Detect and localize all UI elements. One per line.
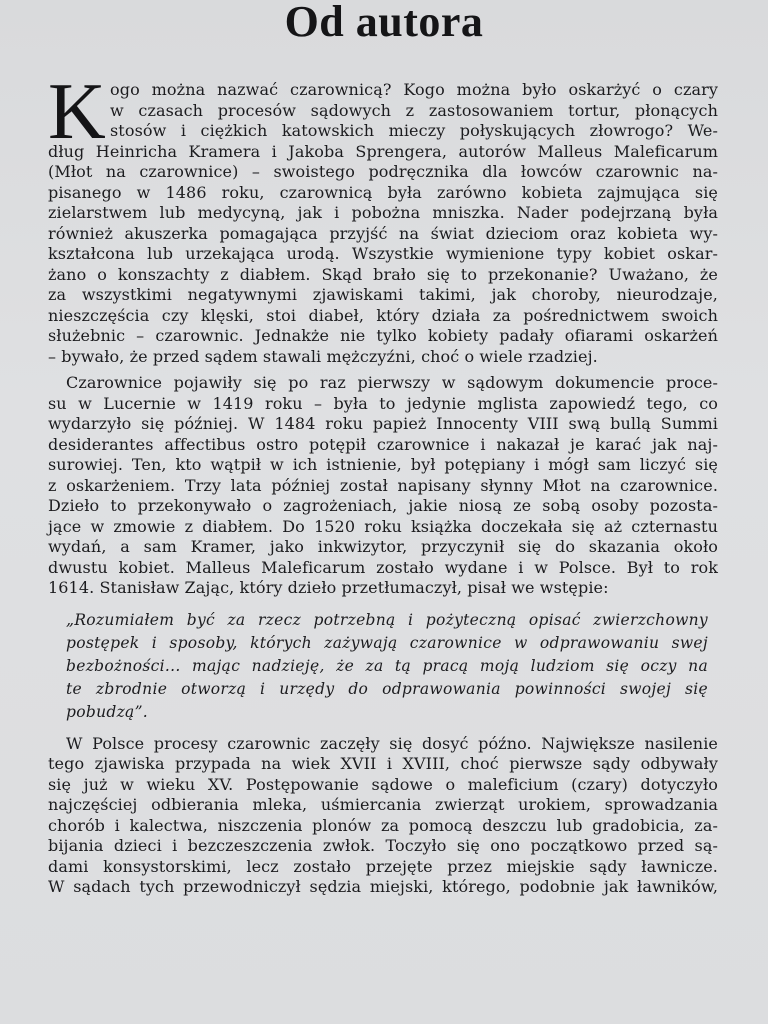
text-line: su w Lucernie w 1419 roku – była to jedynie mglista zapowiedź tego, co bbox=[48, 393, 718, 413]
text-line: z oskarżeniem. Trzy lata później został napisany słynny Młot na czarownice. bbox=[48, 475, 718, 495]
text-line: W Polsce procesy czarownic zaczęły się dosyć późno. Największe nasilenie bbox=[66, 733, 718, 753]
body-text bbox=[48, 68, 718, 898]
text-line: – bywało, że przed sądem stawali mężczyźni, choć o wiele rzadziej. bbox=[48, 346, 598, 366]
text-line: Dzieło to przekonywało o zagrożeniach, jakie niosą ze sobą osoby pozosta- bbox=[48, 496, 718, 515]
text-line: się już w wieku XV. Postępowanie sądowe o maleficium (czary) dotyczyło bbox=[48, 774, 718, 794]
page-title: Od autora bbox=[284, 0, 484, 46]
text-line: żano o konszachty z diabłem. Skąd brało się to przekonanie? Uważano, że bbox=[48, 264, 718, 284]
text-line: dwustu kobiet. Malleus Maleficarum zostało wydane i w Polsce. Był to rok bbox=[48, 557, 718, 577]
text-line: również akuszerka pomagająca przyjść na świat dzieciom oraz kobieta wy- bbox=[48, 223, 718, 243]
quote-line: „Rozumiałem być za rzecz potrzebną i pożyteczną opisać zwierzchowny bbox=[66, 610, 708, 629]
text-line: kształcona lub urzekająca urodą. Wszystkie wymienione typy kobiet oskar- bbox=[48, 244, 718, 263]
quote-line: te zbrodnie otworzą i urzędy do odprawowania powinności swojej się bbox=[66, 679, 708, 698]
text-line: Czarownice pojawiły się po raz pierwszy w sądowym dokumencie proce- bbox=[66, 373, 718, 392]
text-line: chorób i kalectwa, niszczenia plonów za pomocą deszczu lub gradobicia, za- bbox=[48, 815, 718, 835]
text-line: (Młot na czarownice) – swoistego podręcznika dla łowców czarownic na- bbox=[48, 162, 718, 181]
text-line: pisanego w 1486 roku, czarownicą była zarówno kobieta zajmująca się bbox=[48, 182, 718, 202]
text-line: stosów i ciężkich katowskich mieczy połyskujących złowrogo? We- bbox=[110, 121, 718, 140]
text-line: dami konsystorskimi, lecz zostało przejęte przez miejskie sądy ławnicze. bbox=[48, 856, 718, 876]
text-line: wydarzyło się później. W 1484 roku papież Innocenty VIII swą bullą Summi bbox=[48, 414, 718, 433]
quote-line: bezbożności... mając nadzieję, że za tą pracą moją ludziom się oczy na bbox=[66, 656, 708, 675]
paragraph-2 bbox=[48, 373, 718, 599]
quote-line: postępek i sposoby, których zażywają czarownice w odprawowaniu swej bbox=[66, 633, 708, 652]
drop-cap-letter: K bbox=[48, 68, 106, 156]
text-line: surowiej. Ten, kto wątpił w ich istnienie, był potępiany i mógł sam liczyć się bbox=[48, 455, 718, 474]
paragraph-3 bbox=[48, 734, 718, 898]
text-line: w czasach procesów sądowych z zastosowaniem tortur, płonących bbox=[110, 100, 718, 120]
text-line: wydań, a sam Kramer, jako inkwizytor, przyczynił się do skazania około bbox=[48, 537, 718, 556]
text-line: służebnic – czarownic. Jednakże nie tylko kobiety padały ofiarami oskarżeń bbox=[48, 326, 718, 345]
paragraph-1 bbox=[48, 68, 718, 367]
text-line: nieszczęścia czy klęski, stoi diabeł, który działa za pośrednictwem swoich bbox=[48, 305, 718, 325]
quotation-block bbox=[48, 609, 718, 724]
text-line: bijania dzieci i bezczeszczenia zwłok. Toczyło się ono początkowo przed są- bbox=[48, 836, 718, 855]
text-line: W sądach tych przewodniczył sędzia miejski, którego, podobnie jak ławników, bbox=[48, 877, 718, 896]
text-line: ogo można nazwać czarownicą? Kogo można było oskarżyć o czary bbox=[110, 80, 718, 99]
text-line: zielarstwem lub medycyną, jak i pobożna mniszka. Nader podejrzaną była bbox=[48, 203, 718, 222]
text-line: najczęściej odbierania mleka, uśmiercania zwierząt urokiem, sprowadzania bbox=[48, 795, 718, 814]
text-line: 1614. Stanisław Zając, który dzieło przetłumaczył, pisał we wstępie: bbox=[48, 578, 609, 597]
text-line: dług Heinricha Kramera i Jakoba Sprengera, autorów Malleus Maleficarum bbox=[48, 141, 718, 161]
text-line: desiderantes affectibus ostro potępił czarownice i nakazał je karać jak naj- bbox=[48, 434, 718, 454]
quote-line: pobudzą”. bbox=[66, 702, 149, 721]
text-line: jące w zmowie z diabłem. Do 1520 roku książka doczekała się aż czternastu bbox=[48, 516, 718, 536]
text-line: za wszystkimi negatywnymi zjawiskami takimi, jak choroby, nieurodzaje, bbox=[48, 285, 718, 304]
text-line: tego zjawiska przypada na wiek XVII i XVIII, choć pierwsze sądy odbywały bbox=[48, 754, 718, 773]
